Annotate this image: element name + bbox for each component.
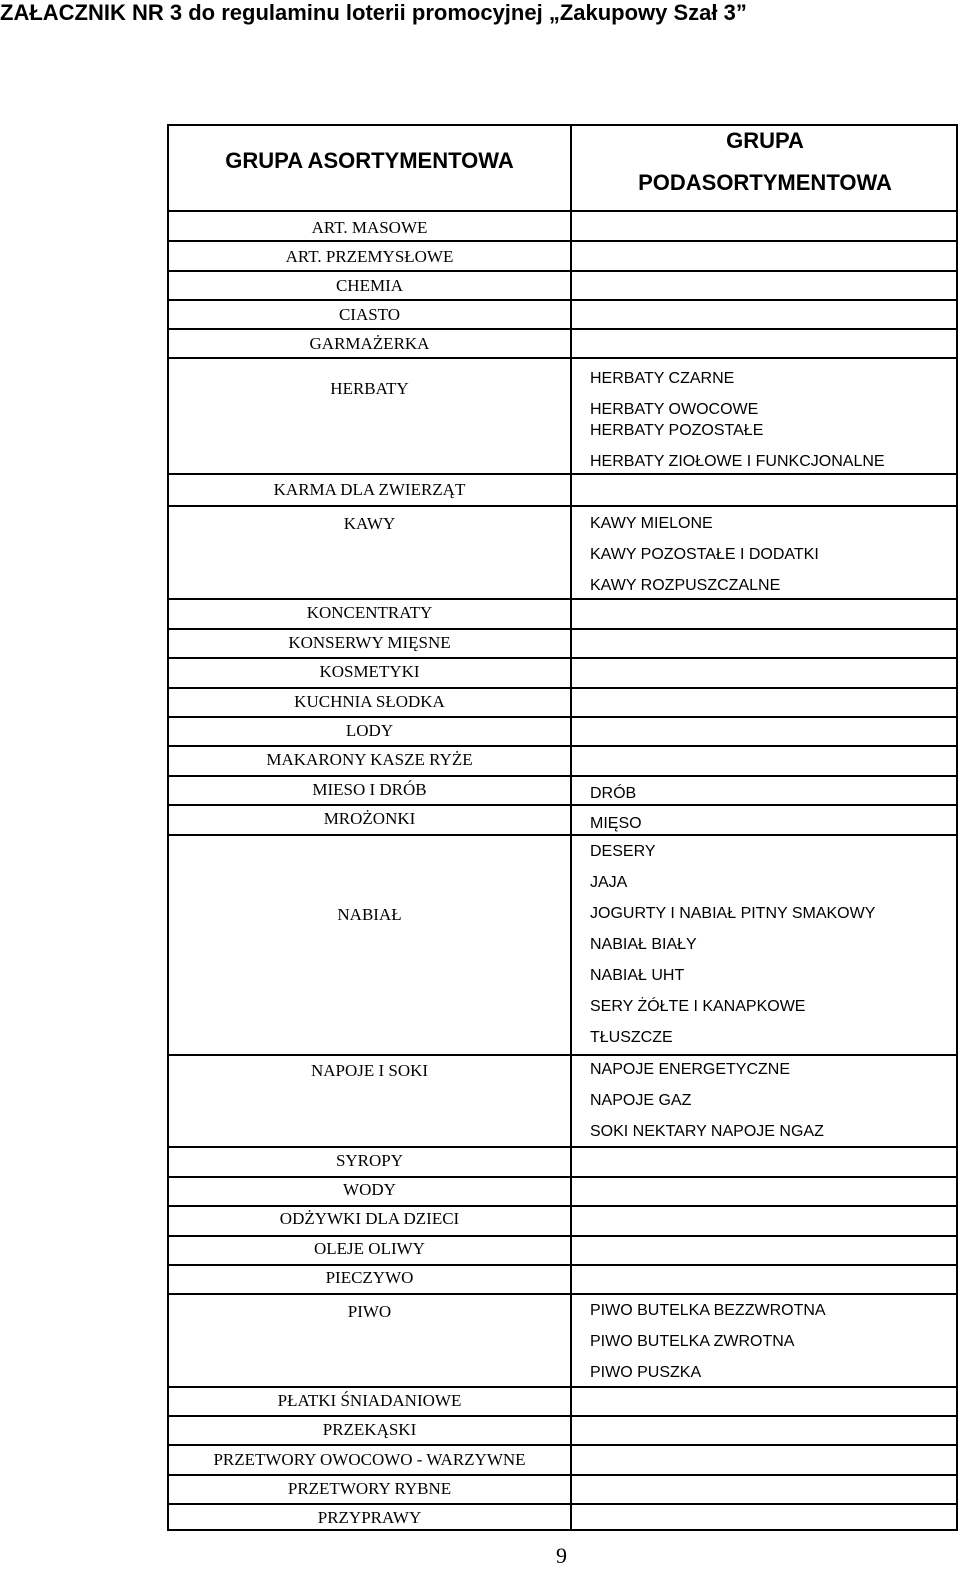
group-cell: CIASTO: [338, 305, 401, 324]
group-cell: NAPOJE I SOKI: [310, 1061, 429, 1080]
subgroup-cell: NAPOJE ENERGETYCZNE: [590, 1061, 791, 1078]
header-subgroup: [572, 120, 958, 204]
group-cell: ART. MASOWE: [311, 218, 428, 237]
row-divider: [167, 657, 958, 659]
group-cell: MAKARONY KASZE RYŻE: [266, 750, 473, 769]
row-divider: [167, 299, 958, 301]
column-divider: [570, 124, 572, 1531]
row-divider: [167, 1415, 958, 1417]
group-cell: PRZYPRAWY: [317, 1508, 422, 1527]
group-cell: MROŻONKI: [323, 809, 416, 828]
group-cell: KOSMETYKI: [319, 662, 420, 681]
subgroup-cell: NAPOJE GAZ: [590, 1092, 692, 1109]
group-cell: PRZETWORY OWOCOWO - WARZYWNE: [213, 1450, 526, 1469]
row-divider: [167, 804, 958, 806]
group-cell: PŁATKI ŚNIADANIOWE: [277, 1391, 462, 1410]
subgroup-cell: PIWO BUTELKA ZWROTNA: [590, 1333, 795, 1350]
row-divider: [167, 1474, 958, 1476]
group-cell: LODY: [345, 721, 394, 740]
row-divider: [167, 1054, 958, 1056]
row-divider: [167, 775, 958, 777]
row-divider: [167, 210, 958, 212]
page-number: 9: [556, 1543, 567, 1568]
group-cell: HERBATY: [330, 379, 409, 398]
group-cell: WODY: [343, 1180, 396, 1199]
row-divider: [167, 716, 958, 718]
header-subgroup-line2: PODASORTYMENTOWA: [638, 170, 892, 195]
group-cell: NABIAŁ: [337, 905, 402, 924]
subgroup-cell: HERBATY POZOSTAŁE: [590, 422, 764, 439]
document-title: ZAŁACZNIK NR 3 do regulaminu loterii promocyjnej „Zakupowy Szał 3”: [0, 0, 747, 25]
row-divider: [167, 1264, 958, 1266]
subgroup-cell: DRÓB: [590, 785, 637, 802]
subgroup-cell: HERBATY OWOCOWE: [590, 401, 759, 418]
header-group: GRUPA ASORTYMENTOWA: [225, 148, 514, 173]
header-subgroup-line1: GRUPA: [726, 128, 804, 153]
row-divider: [167, 1205, 958, 1207]
row-divider: [167, 1444, 958, 1446]
row-divider: [167, 1235, 958, 1237]
group-cell: PIECZYWO: [325, 1268, 414, 1287]
subgroup-cell: TŁUSZCZE: [590, 1029, 673, 1046]
row-divider: [167, 328, 958, 330]
subgroup-cell: SOKI NEKTARY NAPOJE NGAZ: [590, 1123, 824, 1140]
subgroup-cell: KAWY MIELONE: [590, 515, 713, 532]
row-divider: [167, 745, 958, 747]
group-cell: KUCHNIA SŁODKA: [294, 692, 445, 711]
group-cell: KONCENTRATY: [306, 603, 433, 622]
row-divider: [167, 598, 958, 600]
row-divider: [167, 628, 958, 630]
group-cell: MIESO I DRÓB: [312, 780, 427, 799]
group-cell: PRZETWORY RYBNE: [287, 1479, 452, 1498]
group-cell: ART. PRZEMYSŁOWE: [285, 247, 454, 266]
subgroup-cell: SERY ŻÓŁTE I KANAPKOWE: [590, 998, 806, 1015]
row-divider: [167, 1293, 958, 1295]
subgroup-cell: HERBATY CZARNE: [590, 370, 735, 387]
row-divider: [167, 1386, 958, 1388]
subgroup-cell: MIĘSO: [590, 815, 642, 832]
subgroup-cell: HERBATY ZIOŁOWE I FUNKCJONALNE: [590, 453, 885, 470]
group-cell: OLEJE OLIWY: [314, 1239, 425, 1258]
subgroup-cell: KAWY POZOSTAŁE I DODATKI: [590, 546, 819, 563]
group-cell: PRZEKĄSKI: [322, 1420, 417, 1439]
group-cell: KARMA DLA ZWIERZĄT: [273, 480, 466, 499]
row-divider: [167, 1176, 958, 1178]
row-divider: [167, 357, 958, 359]
subgroup-cell: PIWO BUTELKA BEZZWROTNA: [590, 1302, 826, 1319]
row-divider: [167, 1503, 958, 1505]
row-divider: [167, 834, 958, 836]
row-divider: [167, 240, 958, 242]
subgroup-cell: NABIAŁ UHT: [590, 967, 685, 984]
group-cell: GARMAŻERKA: [309, 334, 430, 353]
group-cell: CHEMIA: [335, 276, 404, 295]
subgroup-cell: JOGURTY I NABIAŁ PITNY SMAKOWY: [590, 905, 876, 922]
subgroup-cell: DESERY: [590, 843, 656, 860]
group-cell: KAWY: [343, 514, 396, 533]
row-divider: [167, 1146, 958, 1148]
subgroup-cell: KAWY ROZPUSZCZALNE: [590, 577, 781, 594]
group-cell: KONSERWY MIĘSNE: [288, 633, 451, 652]
subgroup-cell: PIWO PUSZKA: [590, 1364, 702, 1381]
subgroup-cell: JAJA: [590, 874, 628, 891]
group-cell: PIWO: [347, 1302, 392, 1321]
row-divider: [167, 270, 958, 272]
group-cell: SYROPY: [335, 1151, 404, 1170]
subgroup-cell: NABIAŁ BIAŁY: [590, 936, 697, 953]
row-divider: [167, 473, 958, 475]
row-divider: [167, 505, 958, 507]
row-divider: [167, 687, 958, 689]
group-cell: ODŻYWKI DLA DZIECI: [279, 1209, 460, 1228]
